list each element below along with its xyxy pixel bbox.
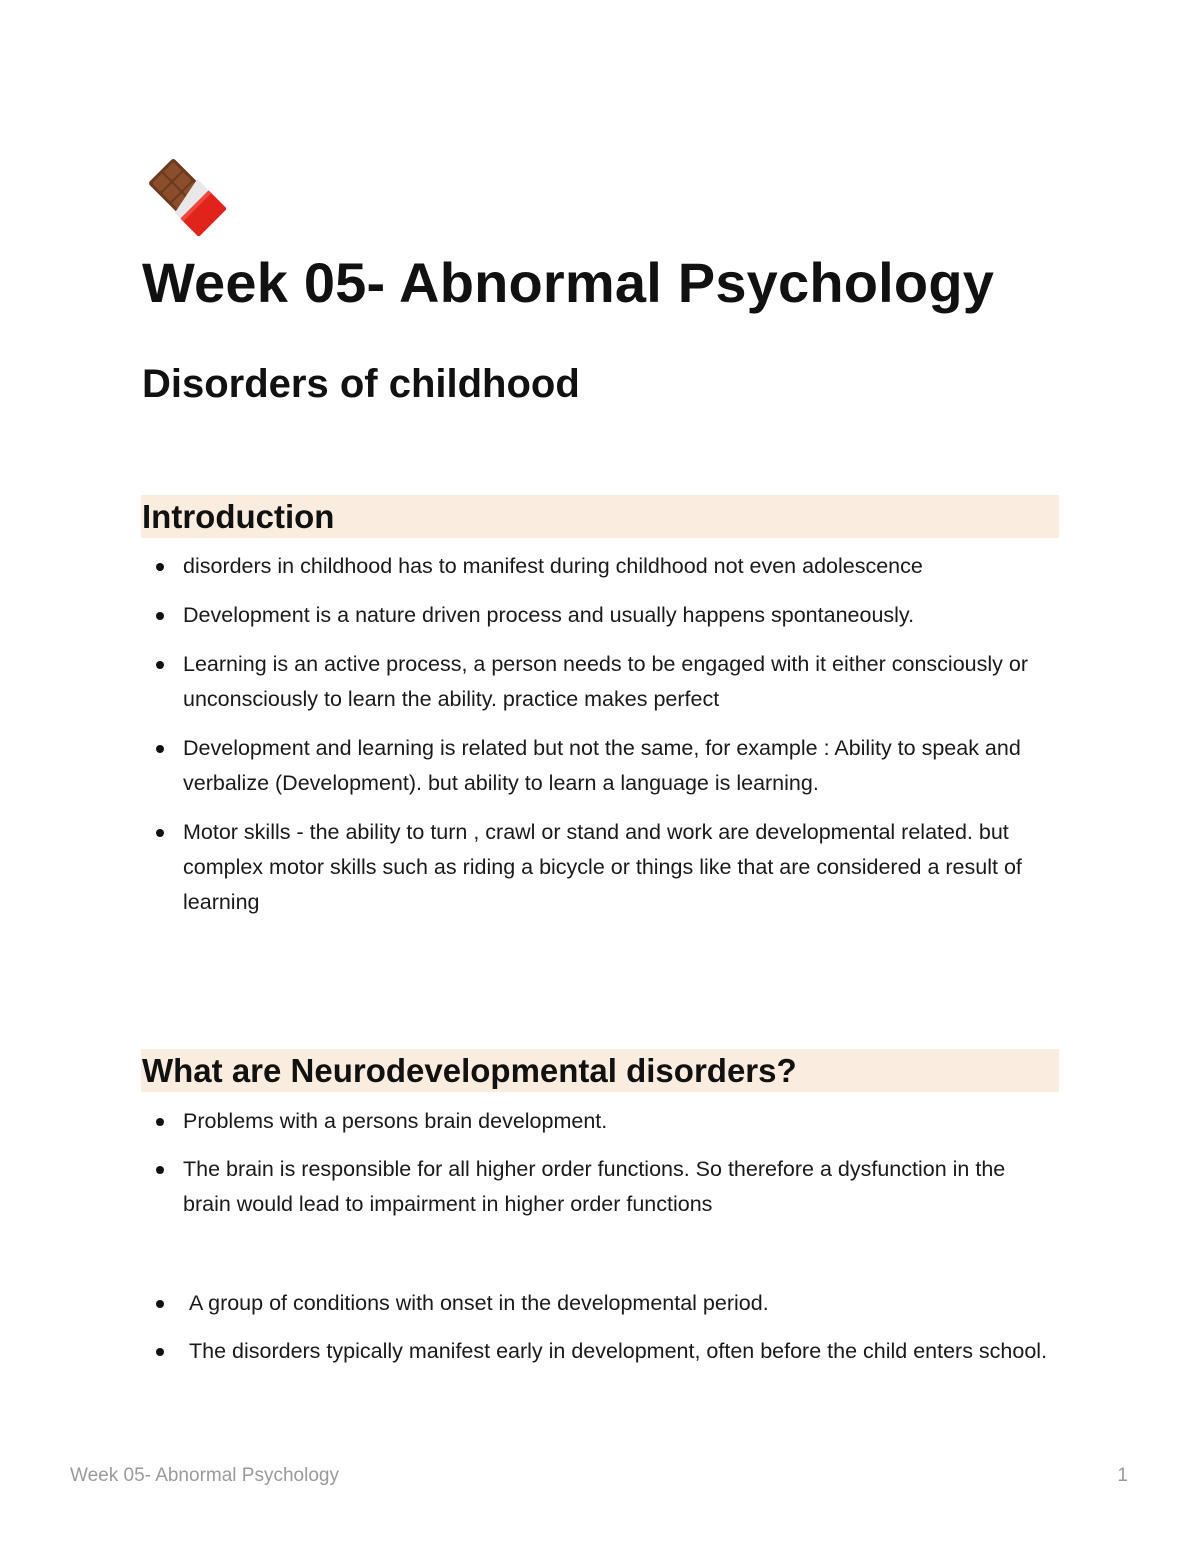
page-title: Week 05- Abnormal Psychology <box>142 251 995 314</box>
bullet-icon <box>156 612 164 620</box>
list-item: Problems with a persons brain development. <box>142 1104 1052 1139</box>
bullet-icon <box>156 661 164 669</box>
bullet-icon <box>156 1348 164 1356</box>
page-number: 1 <box>1117 1465 1128 1486</box>
chocolate-bar-icon <box>146 156 226 236</box>
neurodevelopmental-list <box>142 1104 1052 1222</box>
list-item: The disorders typically manifest early in development, often before the child enters school. <box>142 1334 1052 1369</box>
bullet-icon <box>156 829 164 837</box>
bullet-icon <box>156 563 164 571</box>
neurodevelopmental-list-2 <box>142 1286 1052 1369</box>
introduction-list <box>142 549 1052 920</box>
footer-title: Week 05- Abnormal Psychology <box>70 1465 339 1486</box>
list-item: disorders in childhood has to manifest during childhood not even adolescence <box>142 549 1052 584</box>
list-item: The brain is responsible for all higher order functions. So therefore a dysfunction in the brain would lead to impairment in higher order functions <box>142 1152 1052 1222</box>
list-item: A group of conditions with onset in the developmental period. <box>142 1286 1052 1321</box>
list-item: Development is a nature driven process and usually happens spontaneously. <box>142 598 1052 633</box>
list-item: Motor skills - the ability to turn , crawl or stand and work are developmental related. but complex motor skills such as riding a bicycle or things like that are considered a result of learning <box>142 815 1052 920</box>
section-heading-neurodevelopmental: What are Neurodevelopmental disorders? <box>141 1049 1059 1092</box>
bullet-icon <box>156 1166 164 1174</box>
bullet-icon <box>156 745 164 753</box>
list-item: Development and learning is related but not the same, for example : Ability to speak and verbalize (Development). but ability to learn a language is learning. <box>142 731 1052 801</box>
page-subtitle: Disorders of childhood <box>142 362 580 406</box>
section-heading-introduction: Introduction <box>141 495 1059 538</box>
list-item: Learning is an active process, a person needs to be engaged with it either consciously or unconsciously to learn the ability. practice makes perfect <box>142 647 1052 717</box>
bullet-icon <box>156 1300 164 1308</box>
bullet-icon <box>156 1118 164 1126</box>
